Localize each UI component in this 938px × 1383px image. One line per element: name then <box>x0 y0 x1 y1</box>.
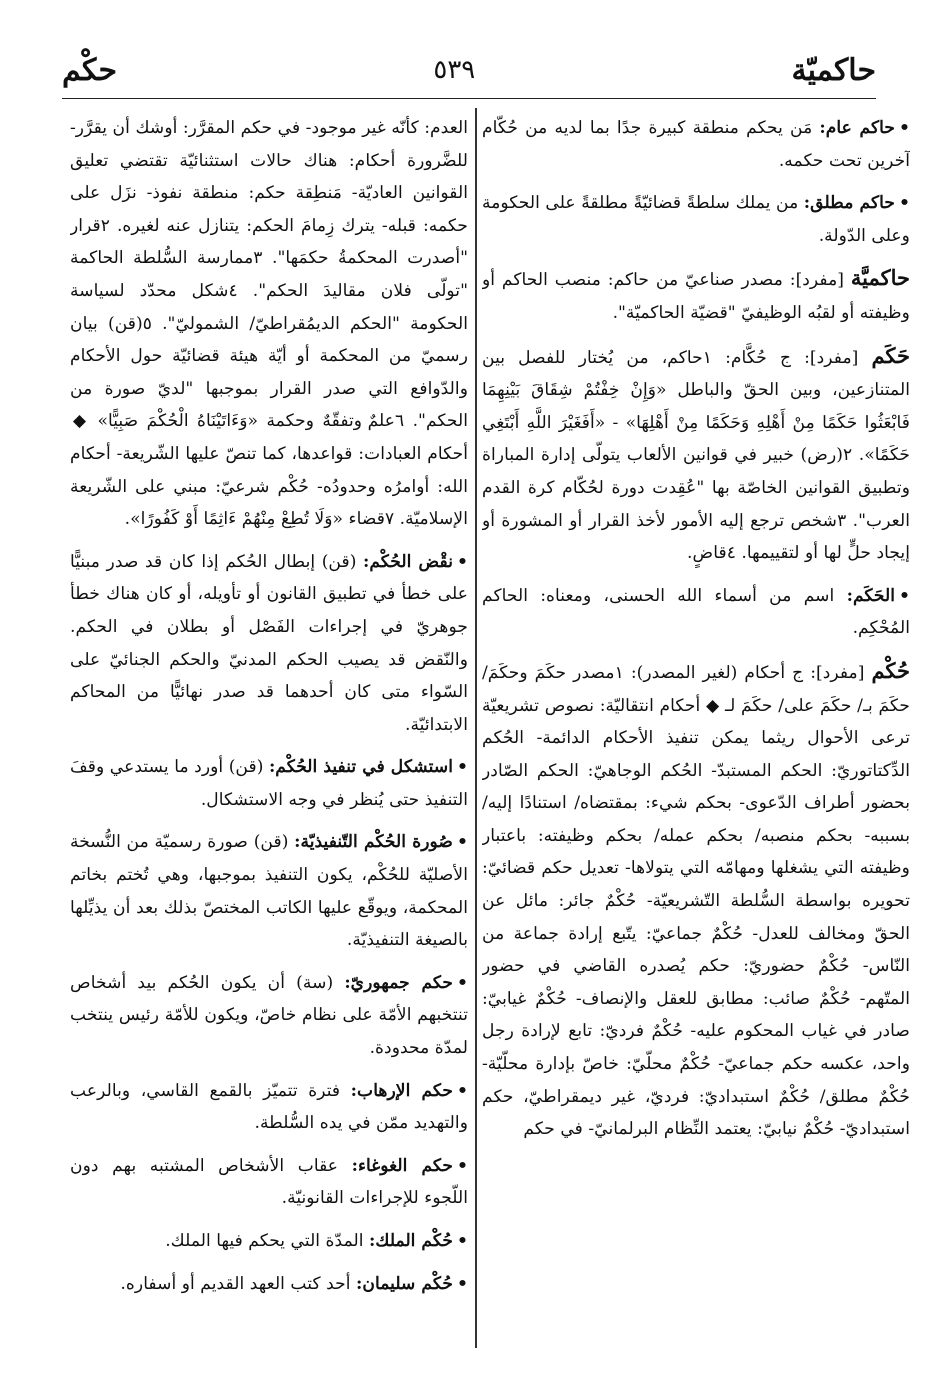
entry-term: حاكم عام: <box>819 118 895 138</box>
bullet-icon: • <box>457 757 468 778</box>
bullet-icon: • <box>457 972 468 993</box>
sub-entry <box>70 546 468 742</box>
entry-definition: أحد كتب العهد القديم أو أسفاره. <box>120 1273 351 1294</box>
sub-entry <box>70 826 468 956</box>
bullet-icon: • <box>457 1231 468 1251</box>
entry-definition: المدّة التي يحكم فيها الملك. <box>165 1231 364 1251</box>
entry-term: حُكْم <box>871 657 910 683</box>
entry-term: نقْض الحُكْم: <box>363 551 453 572</box>
sub-entry <box>70 1225 468 1258</box>
sub-entry <box>482 580 910 645</box>
entry-continuation <box>70 112 468 536</box>
entry-definition: [مفرد]: مصدر صناعيّ من حاكم: منصب الحاكم أو وظيفته أو لقبُه الوظيفيّ "قضيّة الحاكميّة". <box>482 270 910 323</box>
bullet-icon: • <box>899 585 910 606</box>
entry-definition: العدم: كأنّه غير موجود- في حكم المقرَّر: أوشك أن يقرَّر- للضَّرورة أحكام: هناك حالات استثنائيّة تقتضي تعليق القوانين العاديّة- مَنطِقة حكم: منطقة نفوذ- نزَل على حكمه: قبله- يترك زِمامَ الحكم: يتنازل عنه لغيره. ٢قرار "أصدرت المحكمةُ حكمَها". ٣ممارسة السُّلطة الحاكمة "تولّى فلان مقاليدَ الحكم". ٤شكل محدّد لسياسة الحكومة "الحكم الديمُقراطيّ/ الشموليّ". ٥(قن) بيان رسميّ من المحكمة أو أيّة هيئة قضائيّة حول الأحكام والدّوافع التي صدر القرار بموجبها "لديّ صورة من الحكم". ٦علمٌ وتفقّهٌ وحكمة «وَءَاتَيْنَاهُ الْحُكْمَ صَبِيًّا» ◆ أحكام العبادات: قواعدها، كما تنصّ عليها الشّريعة- أحكام الله: أوامرُه وحدودُه- حُكْم شرعيّ: مبني على الشّريعة الإسلاميّة. ٧قضاء «وَلَا تُطِعْ مِنْهُمْ ءَاثِمًا أَوْ كَفُورًا». <box>70 118 468 530</box>
entry-definition: [مفرد]: ج حُكَّام: ١حاكم، من يُختار للفصل بين المتنازعين، وبين الحقّ والباطل «وَإِنْ خِفْتُمْ شِقَاقَ بَيْنِهِمَا فَابْعَثُوا حَكَمًا مِنْ أَهْلِهِ وَحَكَمًا مِنْ أَهْلِهَا» - «أَفَغَيْرَ اللَّهِ أَبْتَغِي حَكَمًا». ٢(رض) خبير في قوانين الألعاب يتولّى إدارة المباراة وتطبيق القوانين الخاصّة بها "عُقِدت دورة لحُكّام كرة القدم العرب". ٣شخص ترجع إليه الأمور لأخذ القرار أو المشورة أو إيجاد حلٍّ لها أو لتقييمها. ٤قاضٍ. <box>482 347 910 564</box>
bullet-icon: • <box>457 551 468 572</box>
sub-entry <box>70 967 468 1065</box>
entry-term: استشكل في تنفيذ الحُكْم: <box>268 757 454 778</box>
entry-term: صُورة الحُكْم التّنفيذيّة: <box>294 832 454 853</box>
page-header <box>62 42 876 99</box>
headword-entry <box>482 340 910 570</box>
sub-entry <box>70 1150 468 1215</box>
entry-definition: اسم من أسماء الله الحسنى، ومعناه: الحاكم المُحْكِم. <box>482 585 910 639</box>
bullet-icon: • <box>457 1273 468 1294</box>
sub-entry <box>482 187 910 252</box>
entry-term: حكم جمهوريّ: <box>344 972 453 993</box>
bullet-icon: • <box>899 193 910 214</box>
entry-definition: (قن) أورد ما يستدعي وقفَ التنفيذ حتى يُنظر في وجه الاستشكال. <box>70 757 468 810</box>
entry-term: حاكميَّة <box>850 265 910 291</box>
entry-term: حكم الإرهاب: <box>350 1080 454 1101</box>
entry-definition: (سة) أن يكون الحُكم بيد أشخاص تنتخبهم الأمّة على نظام خاصّ، ويكون للأمّة رئيس ينتخب لمدّة محدودة. <box>70 972 468 1059</box>
headword-entry <box>482 655 910 1146</box>
entry-term: حكم الغوغاء: <box>351 1155 454 1176</box>
entry-definition: [مفرد]: ج أحكام (لغير المصدر): ١مصدر حكَمَ وحكَمَ/ حكَمَ بـ/ حكَمَ على/ حكَمَ لـ ◆ أحكام انتقاليّة: نصوص تشريعيّة ترعى الأحوال ريثما يمكن تنفيذ الأحكام الدائمة- الحُكم الدِّكتاتوريّ: الحكم المستبدّ- الحُكم الوجاهيّ: الحكم الصّادر بحضور أطراف الدّعوى- بحكم شيء: بمقتضاه/ استنادًا إليه/ بسببه- بحكم منصبه/ بحكم عمله/ بحكم وظيفته: باعتبار وظيفته التي يشغلها ومهامّه التي يتولاها- تعديل حكم قضائيّ: تحويره بواسطة السُّلطة التّشريعيّة- حُكْمٌ جائر: مائل عن الحقّ ومخالف للعدل- حُكْمٌ جماعيّ: يتّبع إرادة جماعة من النّاس- حُكْمٌ حضوريّ: حكم يُصدره القاضي في حضور المتّهم- حُكْمٌ صائب: مطابق للعقل والإنصاف- حُكْمٌ غيابيّ: صادر في غياب المحكوم عليه- حُكْمٌ فرديّ: تابع لإرادة رجل واحد، عكسه حكم جماعيّ- حُكْمٌ محلّيّ: خاصّ بإدارة محلّيّة- حُكْمٌ مطلق/ حُكْمٌ استبداديّ: فرديّ، غير ديمقراطيّ، حكم استبداديّ- حُكْمٌ نيابيّ: يعتمد النِّظام البرلمانيّ- في حكم <box>482 662 910 1140</box>
entry-definition: مَن يحكم منطقة كبيرة جدًا بما لديه من حُكّام آخرين تحت حكمه. <box>482 118 910 171</box>
entry-definition: فترة تتميّز بالقمع القاسي، وبالرعب والتهديد ممّن في يده السُّلطة. <box>70 1080 468 1134</box>
right-column <box>482 112 910 1342</box>
entry-definition: من يملك سلطةً قضائيّةً مطلقةً على الحكومة وعلى الدّولة. <box>482 193 910 246</box>
entry-definition: (قن) صورة رسميّة من النُّسخة الأصليّة للحُكْم، يكون التنفيذ بموجبها، وهي تُختم بخاتم المحكمة، ويوقّع عليها الكاتب المختصّ بذلك بعد أن يذيِّلها بالصيغة التنفيذيّة. <box>70 832 468 951</box>
entry-term: حُكْم الملك: <box>368 1231 453 1251</box>
sub-entry <box>70 1075 468 1140</box>
bullet-icon: • <box>457 1155 468 1176</box>
entry-definition: (قن) إبطال الحُكم إذا كان قد صدر مبنيًّا على خطأ في تطبيق القانون أو تأويله، أو كان هناك خطأ جوهريّ في إجراءات الفَصْل أو بطلان في الحكم. والنّقض قد يصيب الحكم المدنيّ والحكم الجنائيّ على السّواء متى كان أحدهما قد صدر نهائيًّا من المحاكم الابتدائيّة. <box>70 551 468 735</box>
entry-term: حُكْم سليمان: <box>356 1273 453 1294</box>
entry-term: حاكم مطلق: <box>803 193 895 214</box>
bullet-icon: • <box>899 118 910 138</box>
entry-term: حَكَم <box>871 342 910 368</box>
sub-entry <box>482 112 910 177</box>
bullet-icon: • <box>457 1080 468 1101</box>
entry-term: الحَكَم: <box>846 585 896 606</box>
headword-entry <box>482 262 910 329</box>
guide-word-left: حكْم <box>62 52 118 88</box>
column-divider <box>475 108 477 1348</box>
left-column <box>70 112 468 1342</box>
guide-word-right: حاكميّة <box>791 52 876 88</box>
bullet-icon: • <box>457 832 468 853</box>
sub-entry <box>70 1268 468 1301</box>
entry-definition: عقاب الأشخاص المشتبه بهم دون اللّجوء للإجراءات القانونيّة. <box>70 1155 468 1209</box>
sub-entry <box>70 751 468 816</box>
page-number: ٥٣٩ <box>433 55 476 85</box>
